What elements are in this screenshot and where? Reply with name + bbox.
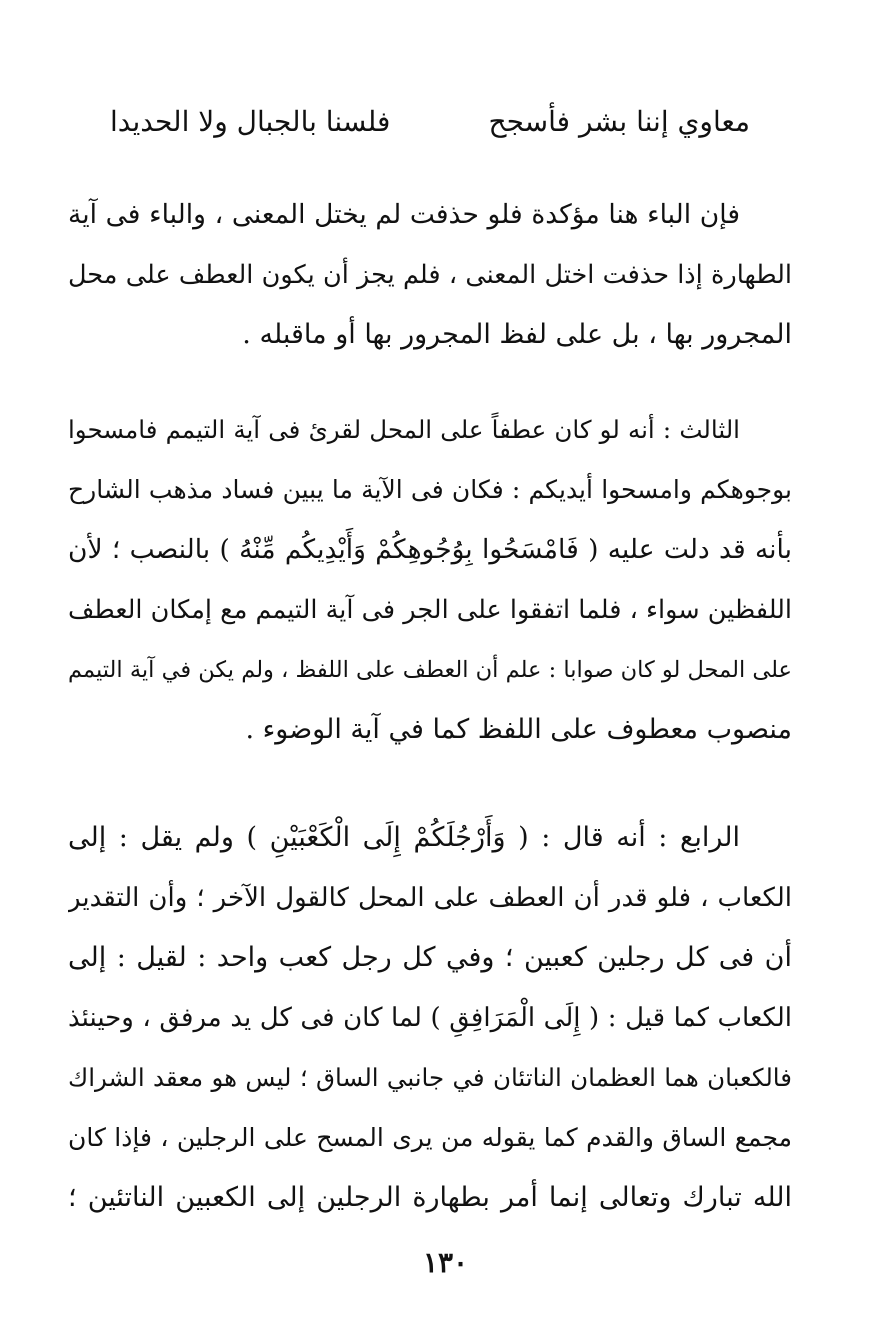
paragraph-3 [68, 808, 792, 1228]
paragraph-line: الكعاب كما قيل : ( إِلَى الْمَرَافِقِ ) لما كان فى كل يد مرفق ، وحينئذ [68, 1003, 792, 1033]
paragraph-line: الرابع : أنه قال : ( وَأَرْجُلَكُمْ إِلَى الْكَعْبَيْنِ ) ولم يقل : إلى [68, 822, 740, 853]
poetry-verse [110, 96, 750, 146]
paragraph-line: الثالث : أنه لو كان عطفاً على المحل لقرئ فى آية التيمم فامسحوا [68, 415, 740, 444]
paragraph-line: منصوب معطوف على اللفظ كما في آية الوضوء . [245, 714, 792, 745]
paragraph-line: بأنه قد دلت عليه ( فَامْسَحُوا بِوُجُوهِكُمْ وَأَيْدِيكُم مِّنْهُ ) بالنصب ؛ لأن [68, 534, 792, 565]
paragraph-2 [68, 400, 792, 760]
paragraph-line: على المحل لو كان صوابا : علم أن العطف على اللفظ ، ولم يكن في آية التيمم [68, 657, 792, 683]
paragraph-line: أن فى كل رجلين كعبين ؛ وفي كل رجل كعب واحد : لقيل : إلى [68, 942, 792, 973]
paragraph-1 [68, 185, 792, 365]
paragraph-line: مجمع الساق والقدم كما يقوله من يرى المسح على الرجلين ، فإذا كان [68, 1123, 792, 1152]
verse-right-hemistich: معاوي إننا بشر فأسجح [488, 104, 750, 138]
page-number: ١٣٠ [422, 1246, 469, 1279]
verse-left-hemistich: فلسنا بالجبال ولا الحديدا [110, 104, 391, 138]
paragraph-line: فإن الباء هنا مؤكدة فلو حذفت لم يختل المعنى ، والباء فى آية [68, 199, 740, 230]
paragraph-line: فالكعبان هما العظمان الناتئان في جانبي الساق ؛ ليس هو معقد الشراك [68, 1063, 792, 1092]
paragraph-line: الطهارة إذا حذفت اختل المعنى ، فلم يجز أن يكون العطف على محل [68, 260, 792, 290]
paragraph-line: الله تبارك وتعالى إنما أمر بطهارة الرجلين إلى الكعبين الناتئين ؛ [68, 1182, 792, 1213]
paragraph-line: الكعاب ، فلو قدر أن العطف على المحل كالقول الآخر ؛ وأن التقدير [68, 883, 792, 913]
paragraph-line: المجرور بها ، بل على لفظ المجرور بها أو ماقبله . [242, 319, 792, 350]
paragraph-line: بوجوهكم وامسحوا أيديكم : فكان فى الآية ما يبين فساد مذهب الشارح [68, 475, 792, 504]
paragraph-line: اللفظين سواء ، فلما اتفقوا على الجر فى آية التيمم مع إمكان العطف [68, 595, 792, 625]
